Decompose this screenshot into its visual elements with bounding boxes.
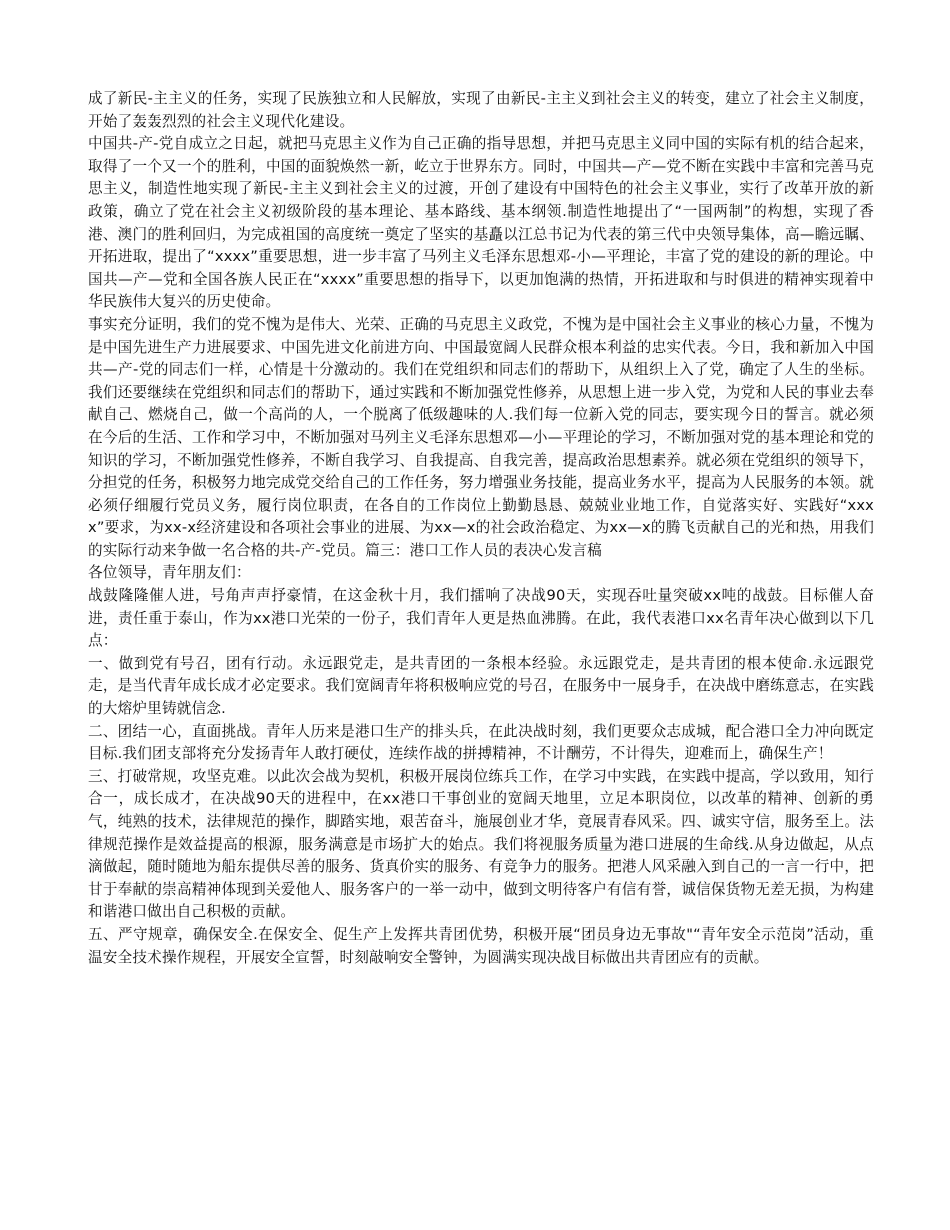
paragraph-party-pledge: 事实充分证明，我们的党不愧为是伟大、光荣、正确的马克思主义政党，不愧为是中国社会主义事业的核心力量，不愧为是中国先进生产力进展要求、中国先进文化前进方向、中国最宽阔人民群众根本利益的忠实代表。今日，我和新加入中国共—产-党的同志们一样，心情是十分激动的。我们在党组织和同志们的帮助下，从组织上入了党，确定了人生的坐标。我们还要继续在党组织和同志们的帮助下，通过实践和不断加强党性修养，从思想上进一步入党，为党和人民的事业去奉献自己、燃烧自己，做一个高尚的人，一个脱离了低级趣味的人.我们每一位新入党的同志，要实现今日的誓言。就必须在今后的生活、工作和学习中，不断加强对马列主义毛泽东思想邓—小—平理论的学习，不断加强对党的基本理论和党的知识的学习，不断加强党性修养，不断自我学习、自我提高、自我完善，提高政治思想素养。就必须在党组织的领导下，分担党的任务，积极努力地完成党交给自己的工作任务，努力增强业务技能，提高业务水平，提高为人民服务的本领。就必须仔细履行党员义务，履行岗位职责，在各自的工作岗位上勤勤恳恳、兢兢业业地工作，自觉落实好、实践好“xxxx”要求，为xx-x经济建设和各项社会事业的进展、为xx—x的社会政治稳定、为xx—x的腾飞贡献自己的光和热，用我们的实际行动来争做一名合格的共-产-党员。篇三：港口工作人员的表决心发言稿 — [88, 315, 874, 559]
paragraph-port-intro: 战鼓隆隆催人进，号角声声抒豪情，在这金秋十月，我们擂响了决战90天，实现吞吐量突破xx吨的战鼓。目标催人奋进，责任重于泰山，作为xx港口光荣的一份子，我们青年人更是热血沸腾。在此，我代表港口xx名青年决心做到以下几点： — [88, 587, 874, 650]
paragraph-point-five: 五、严守规章，确保安全.在保安全、促生产上发挥共青团优势，积极开展“团员身边无事故"“青年安全示范岗”活动，重温安全技术操作规程，开展安全宣誓，时刻敲响安全警钟，为圆满实现决战目标做出共青团应有的贡献。 — [88, 925, 874, 966]
paragraph-point-two: 二、团结一心，直面挑战。青年人历来是港口生产的排头兵，在此决战时刻，我们更要众志成城，配合港口全力冲向既定目标.我们团支部将充分发扬青年人敢打硬仗，连续作战的拼搏精神，不计酬劳，不计得失，迎难而上，确保生产！ — [88, 722, 874, 763]
paragraph-point-one: 一、做到党有号召，团有行动。永远跟党走，是共青团的一条根本经验。永远跟党走，是共青团的根本使命.永远跟党走，是当代青年成长成才必定要求。我们宽阔青年将积极响应党的号召，在服务中一展身手，在决战中磨练意志，在实践的大熔炉里铸就信念. — [88, 654, 874, 718]
document-body — [88, 88, 874, 969]
paragraph-point-three-four: 三、打破常规，攻坚克难。以此次会战为契机，积极开展岗位练兵工作，在学习中实践，在实践中提高，学以致用，知行合一，成长成才，在决战90天的进程中，在xx港口干事创业的宽阔天地里，立足本职岗位，以改革的精神、创新的勇气，纯熟的技术，法律规范的操作，脚踏实地，艰苦奋斗，施展创业才华，竟展青春风采。四、诚实守信，服务至上。法律规范操作是效益提高的根源，服务满意是市场扩大的始点。我们将视服务质量为港口进展的生命线.从身边做起，从点滴做起，随时随地为船东提供尽善的服务、货真价实的服务、有竞争力的服务。把港人风采融入到自己的一言一行中，把甘于奉献的崇高精神体现到关爱他人、服务客户的一举一动中，做到文明待客户有信有誉，诚信保货物无差无损，为构建和谐港口做出自己积极的贡献。 — [88, 767, 874, 921]
paragraph-intro-continuation: 成了新民-主主义的任务，实现了民族独立和人民解放，实现了由新民-主主义到社会主义的转变，建立了社会主义制度，开始了轰轰烈烈的社会主义现代化建设。 — [88, 90, 874, 130]
paragraph-party-history: 中国共-产-党自成立之日起，就把马克思主义作为自己正确的指导思想，并把马克思主义同中国的实际有机的结合起来，取得了一个又一个的胜利，中国的面貌焕然一新，屹立于世界东方。同时，中国共—产—党不断在实践中丰富和完善马克思主义，制造性地实现了新民-主主义到社会主义的过渡，开创了建设有中国特色的社会主义事业，实行了改革开放的新政策，确立了党在社会主义初级阶段的基本理论、基本路线、基本纲领.制造性地提出了“一国两制”的构想，实现了香港、澳门的胜利回归，为完成祖国的高度统一奠定了坚实的基矗以江总书记为代表的第三代中央领导集体，高—瞻远瞩、开拓进取，提出了“xxxx”重要思想，进一步丰富了马列主义毛泽东思想邓-小—平理论，丰富了党的建设的新的理论。中国共—产—党和全国各族人民正在“xxxx”重要思想的指导下，以更加饱满的热情，开拓进取和与时俱进的精神实现着中华民族伟大复兴的历史使命。 — [88, 135, 874, 311]
paragraph-salutation: 各位领导，青年朋友们： — [88, 564, 251, 582]
